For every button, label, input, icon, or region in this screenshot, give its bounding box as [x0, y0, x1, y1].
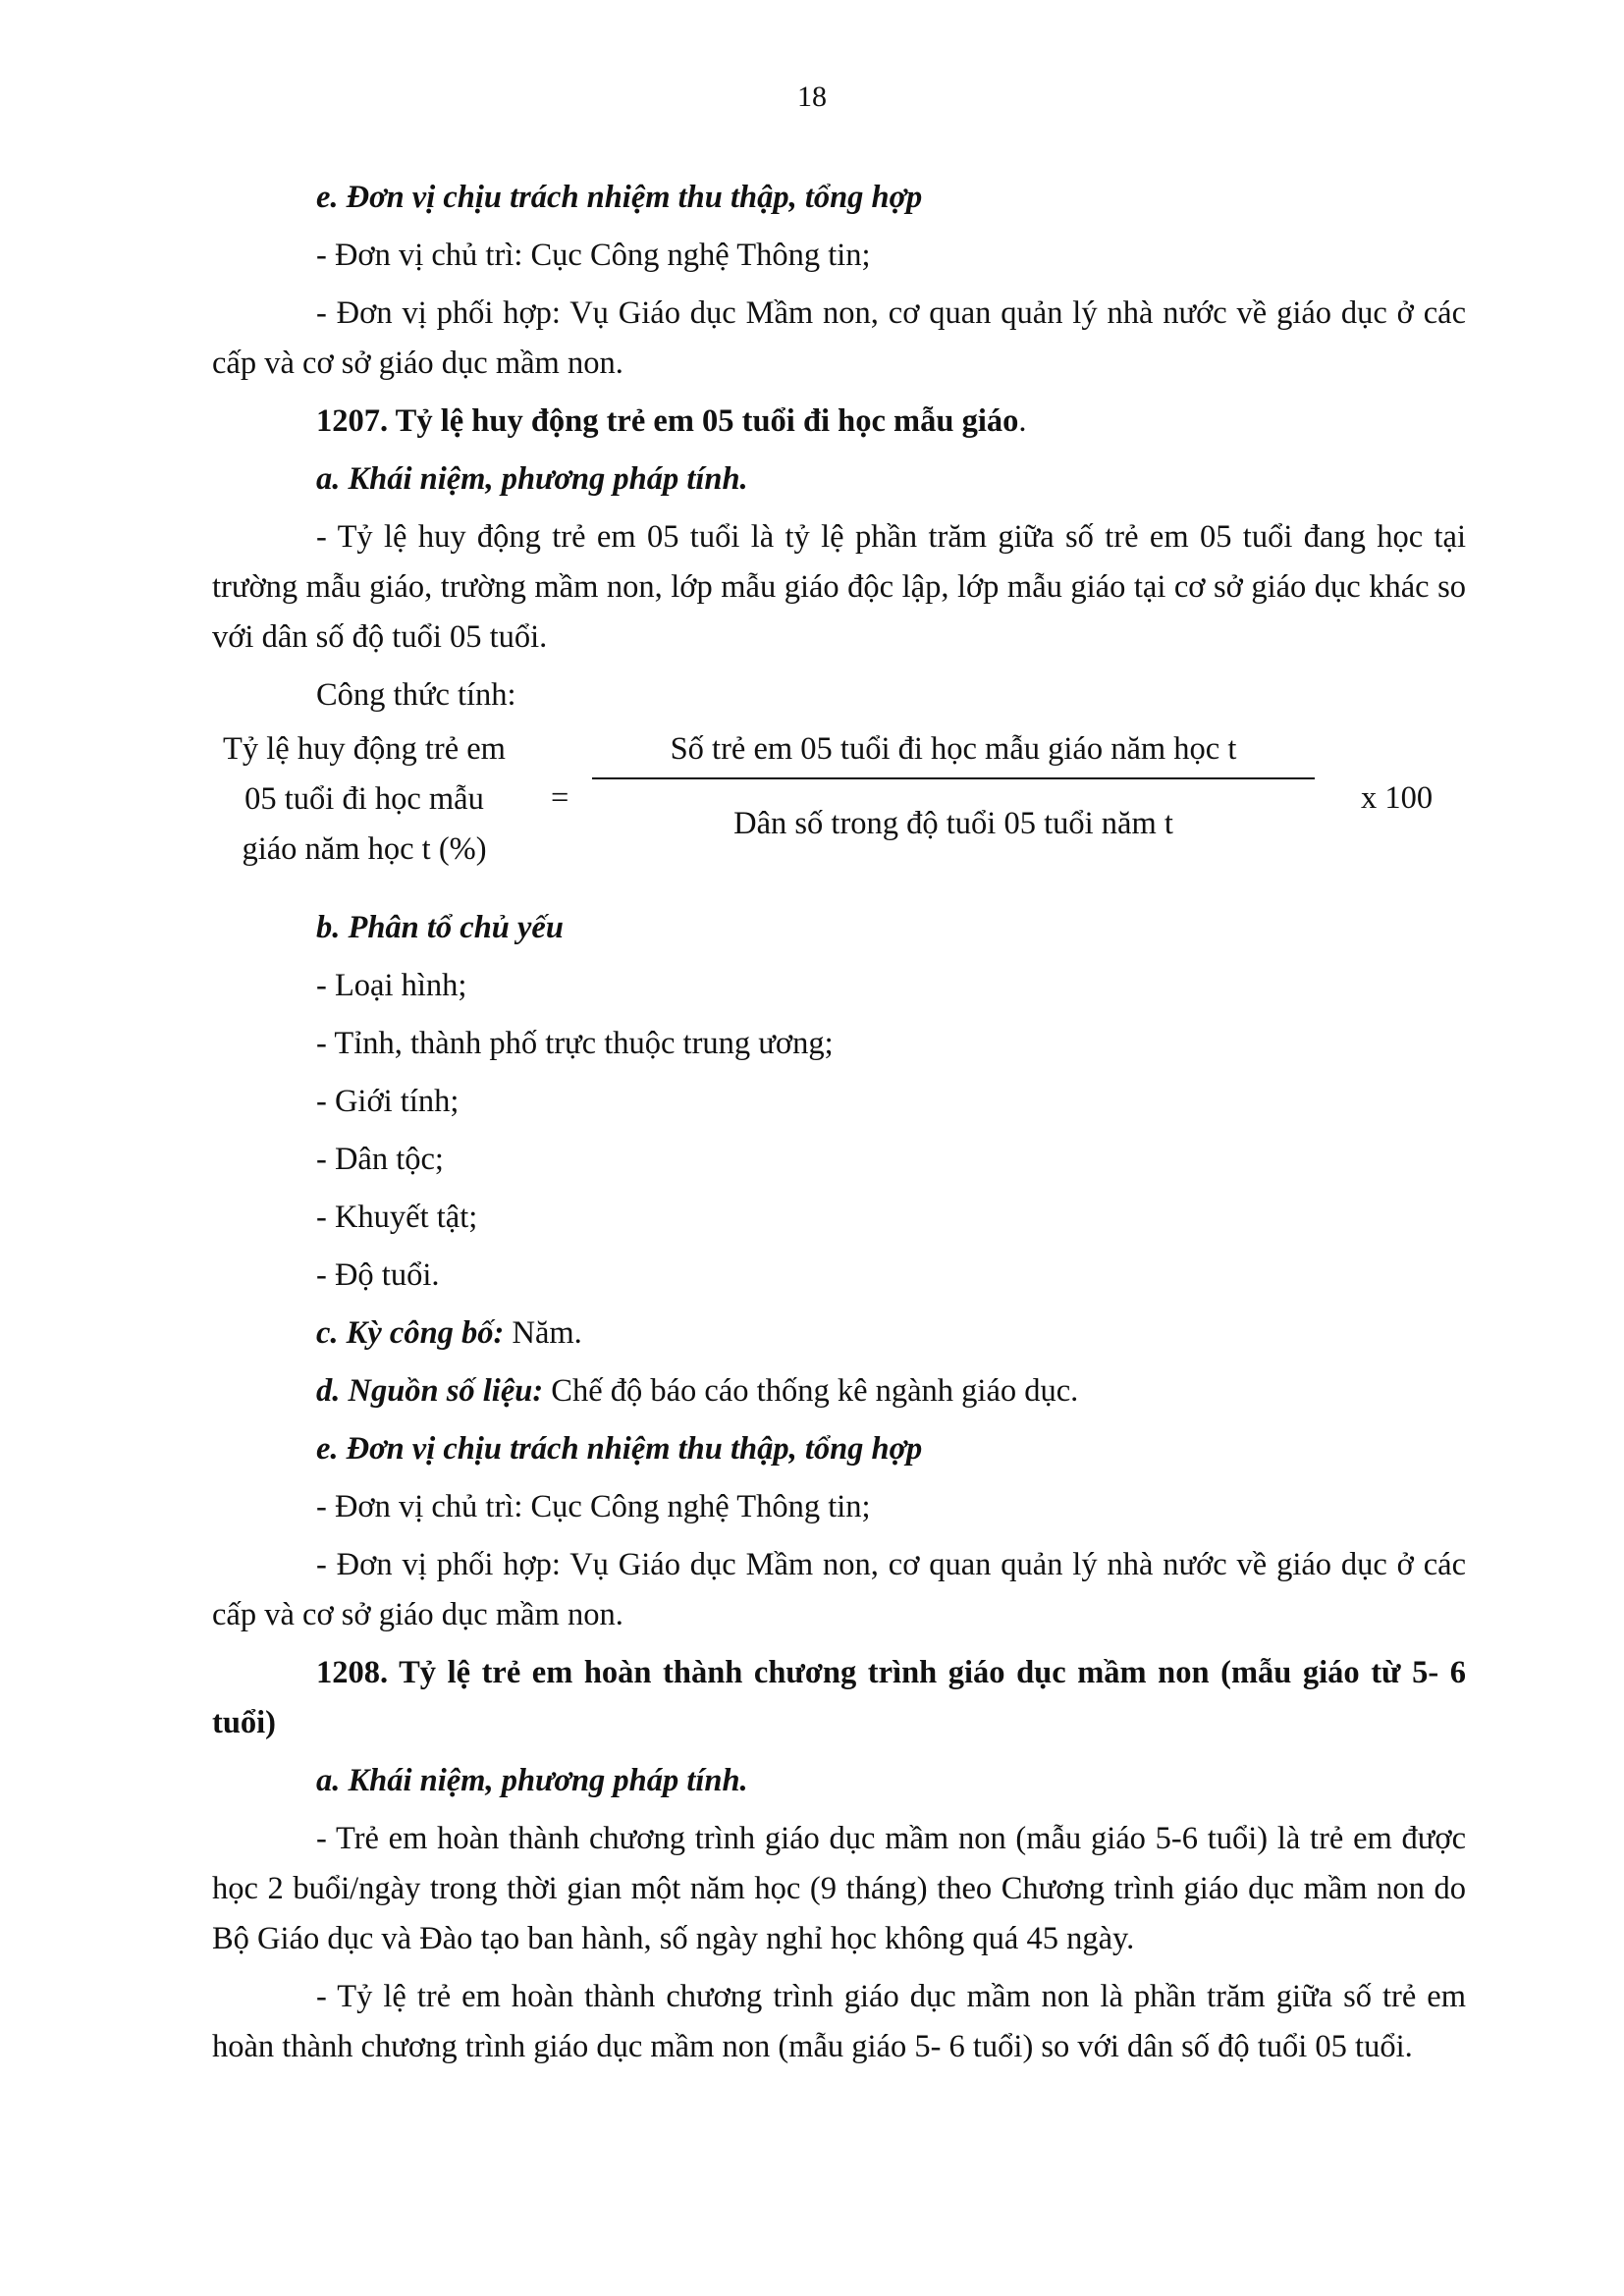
- text-run: Năm.: [504, 1315, 582, 1351]
- paragraph: [212, 173, 1466, 223]
- text-run: - Dân tộc;: [316, 1142, 444, 1177]
- text-run: - Đơn vị chủ trì: Cục Công nghệ Thông tin;: [316, 1489, 871, 1524]
- paragraph: [212, 903, 1466, 953]
- paragraph: [212, 1019, 1466, 1069]
- text-run: - Tỷ lệ trẻ em hoàn thành chương trình giáo dục mầm non là phần trăm giữa số trẻ em hoàn thành chương trình giáo dục mầm non (mẫu giáo 5- 6 tuổi) so với dân số độ tuổi 05 tuổi.: [212, 1979, 1466, 2064]
- formula-denominator: Dân số trong độ tuổi 05 tuổi năm t: [733, 806, 1173, 841]
- italic-heading: a. Khái niệm, phương pháp tính.: [316, 1763, 748, 1798]
- text-run: - Đơn vị phối hợp: Vụ Giáo dục Mầm non, cơ quan quản lý nhà nước về giáo dục ở các cấp và cơ sở giáo dục mầm non.: [212, 295, 1466, 381]
- document-body: [212, 173, 1466, 2080]
- text-run: - Giới tính;: [316, 1084, 460, 1119]
- paragraph: [212, 1424, 1466, 1474]
- italic-heading: a. Khái niệm, phương pháp tính.: [316, 461, 748, 497]
- text-run: - Trẻ em hoàn thành chương trình giáo dục mầm non (mẫu giáo 5-6 tuổi) là trẻ em được học 2 buổi/ngày trong thời gian một năm học (9 tháng) theo Chương trình giáo dục mầm non do Bộ Giáo dục và Đào tạo ban hành, số ngày nghỉ học không quá 45 ngày.: [212, 1821, 1466, 1956]
- paragraph: [212, 1756, 1466, 1806]
- text-run: - Tỉnh, thành phố trực thuộc trung ương;: [316, 1026, 834, 1061]
- formula-equals: =: [551, 780, 569, 816]
- paragraph: [212, 1193, 1466, 1243]
- formula-multiplier: x 100: [1361, 780, 1434, 816]
- text-run: - Đơn vị phối hợp: Vụ Giáo dục Mầm non, cơ quan quản lý nhà nước về giáo dục ở các cấp và cơ sở giáo dục mầm non.: [212, 1547, 1466, 1632]
- text-run: - Loại hình;: [316, 968, 467, 1003]
- italic-heading: c. Kỳ công bố:: [316, 1315, 505, 1351]
- paragraph: [212, 1251, 1466, 1301]
- text-run: - Tỷ lệ huy động trẻ em 05 tuổi là tỷ lệ phần trăm giữa số trẻ em 05 tuổi đang học tại trường mẫu giáo, trường mầm non, lớp mẫu giáo độc lập, lớp mẫu giáo tại cơ sở giáo dục khác so với dân số độ tuổi 05 tuổi.: [212, 519, 1466, 655]
- italic-heading: d. Nguồn số liệu:: [316, 1373, 544, 1409]
- text-run: - Khuyết tật;: [316, 1200, 478, 1235]
- paragraph: [212, 1814, 1466, 1964]
- page-number: 18: [797, 80, 827, 113]
- bold-heading: 1207. Tỷ lệ huy động trẻ em 05 tuổi đi học mẫu giáo: [316, 403, 1019, 439]
- text-run: Công thức tính:: [316, 677, 516, 713]
- paragraph: [212, 1308, 1466, 1359]
- text-run: - Độ tuổi.: [316, 1257, 440, 1293]
- formula-lhs: [192, 724, 536, 875]
- formula-lhs-line: giáo năm học t (%): [242, 831, 487, 867]
- bold-heading: 1208. Tỷ lệ trẻ em hoàn thành chương trình giáo dục mầm non (mẫu giáo từ 5- 6 tuổi): [212, 1655, 1466, 1740]
- formula-lhs-line: 05 tuổi đi học mẫu: [244, 781, 484, 817]
- paragraph: [212, 512, 1466, 663]
- paragraph: [212, 1648, 1466, 1748]
- paragraph: [212, 1482, 1466, 1532]
- formula: [212, 724, 1466, 901]
- paragraph: [212, 1077, 1466, 1127]
- paragraph: [212, 231, 1466, 281]
- italic-heading: e. Đơn vị chịu trách nhiệm thu thập, tổng hợp: [316, 1431, 923, 1467]
- paragraph: [212, 670, 1466, 721]
- paragraph: [212, 1540, 1466, 1640]
- paragraph: [212, 1135, 1466, 1185]
- formula-lhs-line: Tỷ lệ huy động trẻ em: [223, 731, 506, 767]
- paragraph: [212, 397, 1466, 447]
- text-run: - Đơn vị chủ trì: Cục Công nghệ Thông tin;: [316, 238, 871, 273]
- text-run: .: [1018, 403, 1027, 439]
- paragraph: [212, 289, 1466, 389]
- formula-numerator: Số trẻ em 05 tuổi đi học mẫu giáo năm học t: [670, 731, 1237, 767]
- paragraph: [212, 1366, 1466, 1416]
- paragraph: [212, 1972, 1466, 2072]
- italic-heading: b. Phân tổ chủ yếu: [316, 910, 564, 945]
- text-run: Chế độ báo cáo thống kê ngành giáo dục.: [543, 1373, 1079, 1409]
- italic-heading: e. Đơn vị chịu trách nhiệm thu thập, tổng hợp: [316, 180, 923, 215]
- fraction-bar: [592, 777, 1315, 779]
- paragraph: [212, 454, 1466, 505]
- paragraph: [212, 961, 1466, 1011]
